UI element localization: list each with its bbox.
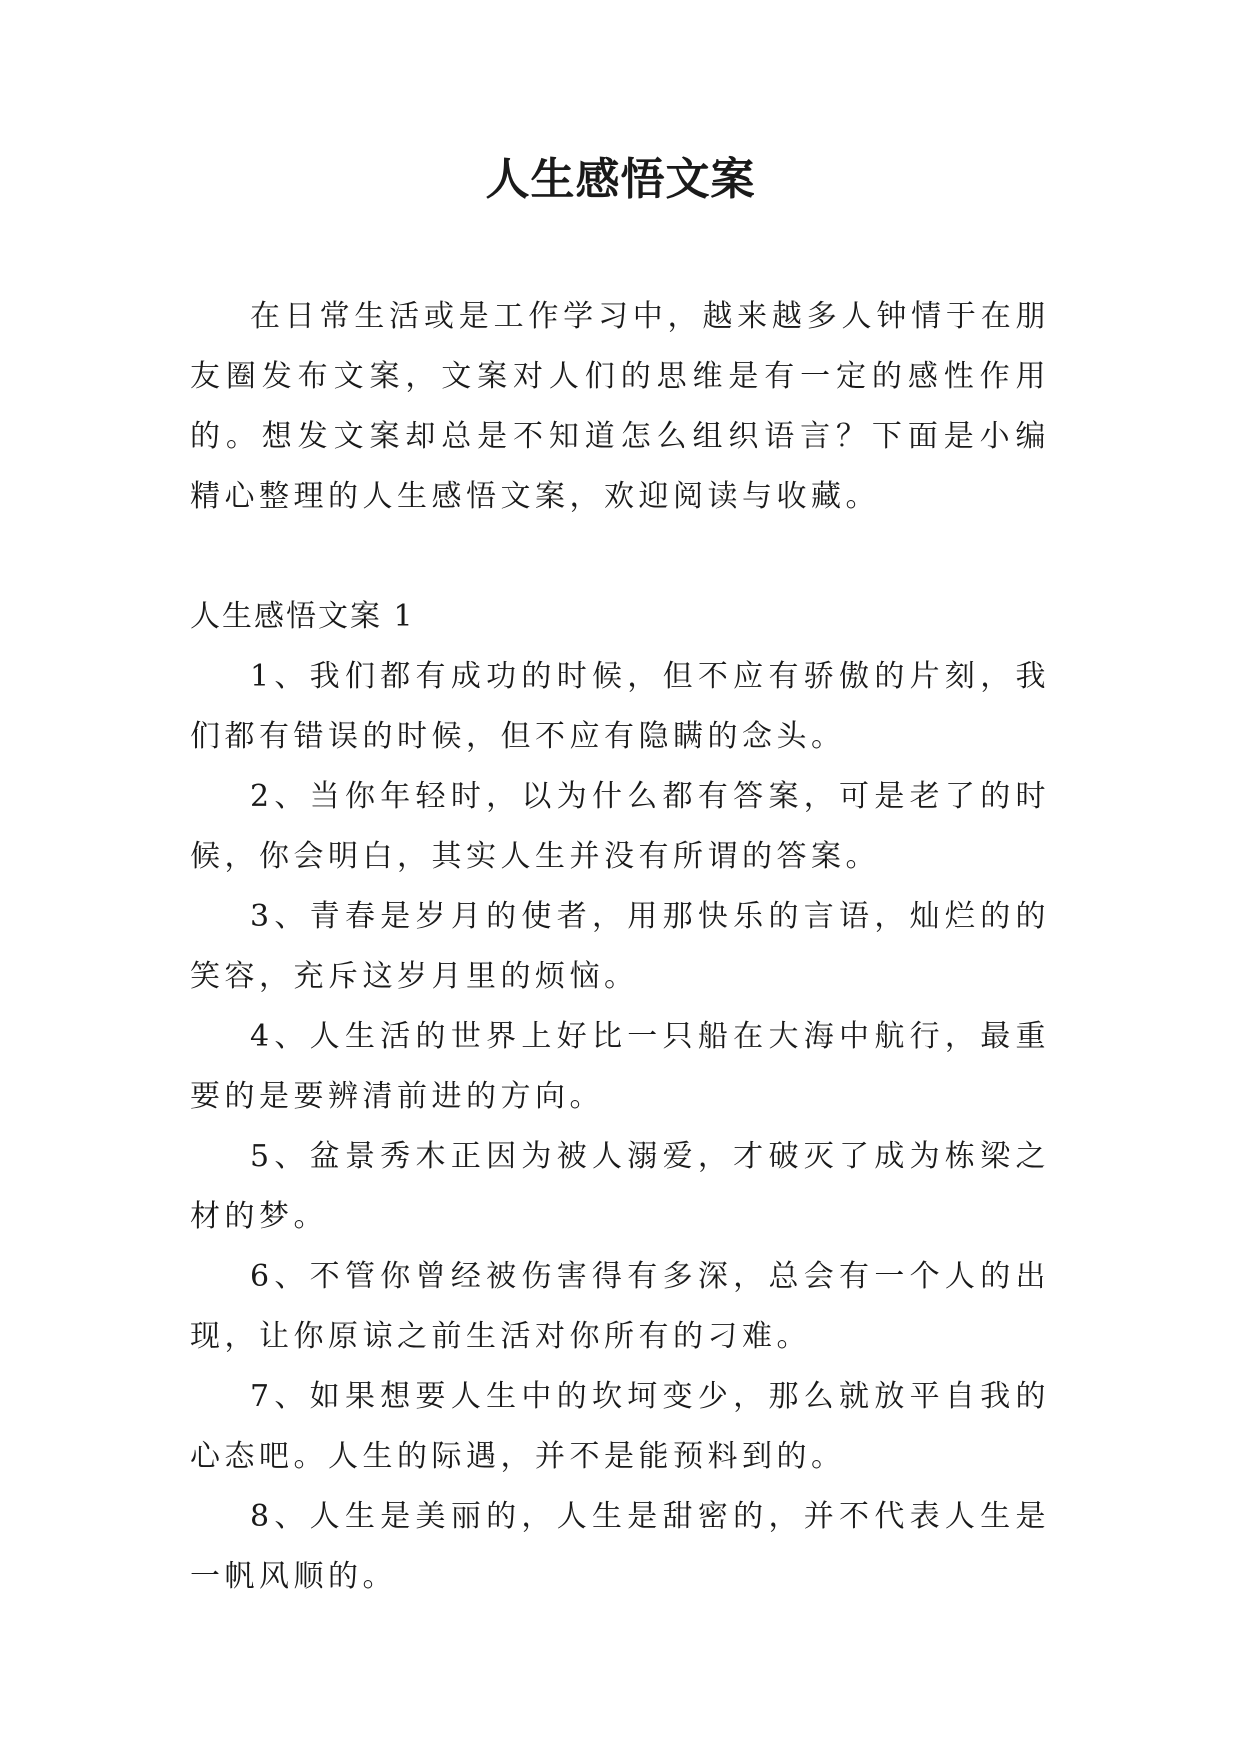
- list-item-4: 4、人生活的世界上好比一只船在大海中航行，最重要的是要辨清前进的方向。: [190, 1019, 1050, 1114]
- document-title: 人生感悟文案: [485, 154, 756, 205]
- list-item-6: 6、不管你曾经被伤害得有多深，总会有一个人的出现，让你原谅之前生活对你所有的刁难。: [190, 1259, 1050, 1354]
- list-item-5: 5、盆景秀木正因为被人溺爱，才破灭了成为栋梁之材的梦。: [190, 1139, 1050, 1234]
- list-item-3: 3、青春是岁月的使者，用那快乐的言语，灿烂的的笑容，充斥这岁月里的烦恼。: [190, 899, 1050, 994]
- intro-paragraph: 在日常生活或是工作学习中，越来越多人钟情于在朋友圈发布文案，文案对人们的思维是有一定的感性作用的。想发文案却总是不知道怎么组织语言？下面是小编精心整理的人生感悟文案，欢迎阅读与收藏。: [190, 299, 1050, 514]
- document-body: [190, 287, 1050, 1607]
- section-heading: 人生感悟文案 1: [190, 599, 415, 634]
- list-item-8: 8、人生是美丽的，人生是甜密的，并不代表人生是一帆风顺的。: [190, 1499, 1050, 1594]
- list-item-7: 7、如果想要人生中的坎坷变少，那么就放平自我的心态吧。人生的际遇，并不是能预料到的。: [190, 1379, 1050, 1474]
- list-item-2: 2、当你年轻时，以为什么都有答案，可是老了的时候，你会明白，其实人生并没有所谓的答案。: [190, 779, 1050, 874]
- list-item-1: 1、我们都有成功的时候，但不应有骄傲的片刻，我们都有错误的时候，但不应有隐瞒的念头。: [190, 659, 1050, 754]
